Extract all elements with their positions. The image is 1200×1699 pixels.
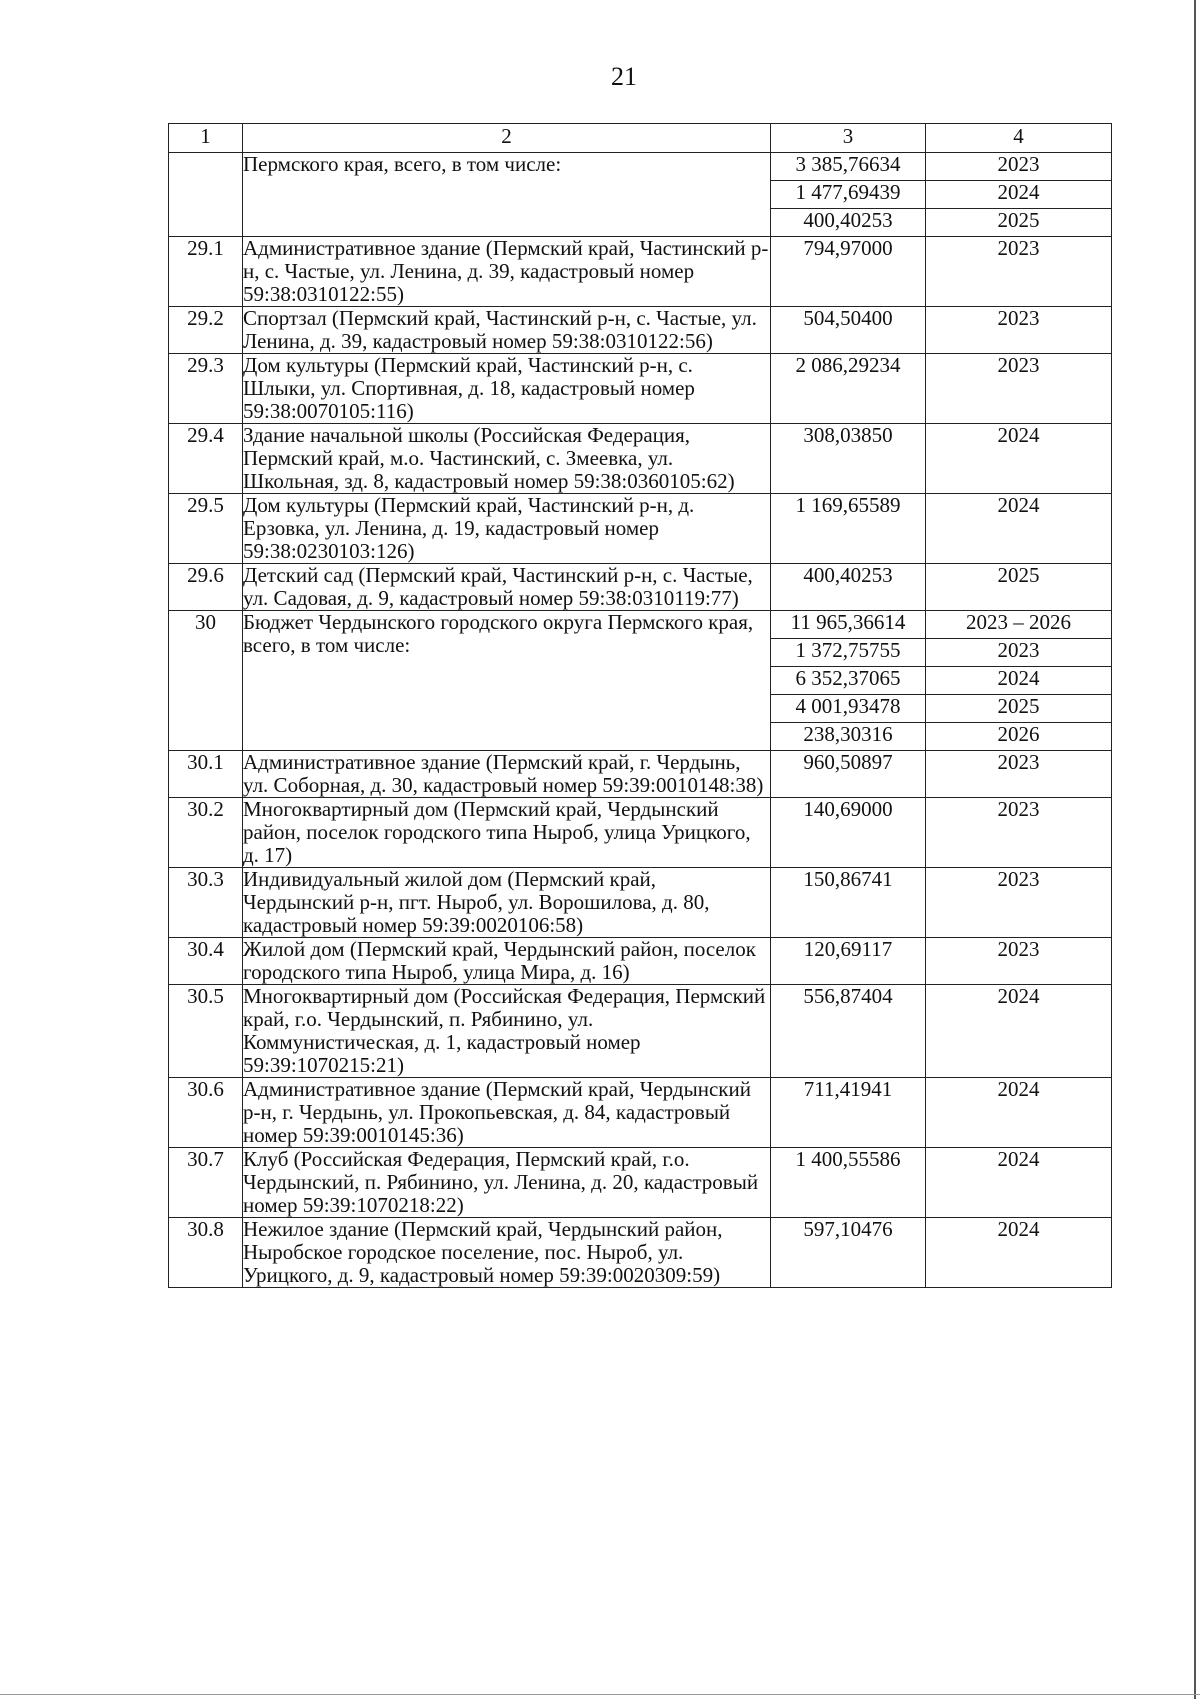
- row-description: Индивидуальный жилой дом (Пермский край, Чердынский р-н, пгт. Ныроб, ул. Ворошилова, д. 80, кадастровый номер 59:39:0020106:58): [243, 868, 771, 938]
- row-year: 2023 – 2026: [926, 611, 1112, 639]
- table-row: [169, 611, 1112, 639]
- row-year: 2023: [926, 938, 1112, 985]
- table-row: [169, 868, 1112, 938]
- row-year: 2023: [926, 798, 1112, 868]
- scan-edge: [1194, 0, 1196, 1699]
- table-row: [169, 354, 1112, 424]
- row-year: 2024: [926, 1078, 1112, 1148]
- row-number: 30.2: [169, 798, 243, 868]
- row-year: 2024: [926, 1148, 1112, 1218]
- row-description: Здание начальной школы (Российская Федерация, Пермский край, м.о. Частинский, с. Змеевка, ул. Школьная, зд. 8, кадастровый номер 59:38:0360105:62): [243, 424, 771, 494]
- row-number: 30.1: [169, 751, 243, 798]
- scan-edge: [0, 1694, 1200, 1695]
- row-number: 30.7: [169, 1148, 243, 1218]
- row-amount: 597,10476: [771, 1218, 926, 1288]
- table-row: [169, 938, 1112, 985]
- table-row: [169, 751, 1112, 798]
- column-header: 2: [243, 124, 771, 153]
- row-amount: 150,86741: [771, 868, 926, 938]
- row-description: Многоквартирный дом (Российская Федерация, Пермский край, г.о. Чердынский, п. Рябинино, ул. Коммунистическая, д. 1, кадастровый номер 59:39:1070215:21): [243, 985, 771, 1078]
- row-number: 30.3: [169, 868, 243, 938]
- row-description: Бюджет Чердынского городского округа Пермского края, всего, в том числе:: [243, 611, 771, 751]
- row-description: Жилой дом (Пермский край, Чердынский район, поселок городского типа Ныроб, улица Мира, д. 16): [243, 938, 771, 985]
- table-header-row: [169, 124, 1112, 153]
- row-year: 2024: [926, 494, 1112, 564]
- row-description: Дом культуры (Пермский край, Частинский р-н, д. Ерзовка, ул. Ленина, д. 19, кадастровый номер 59:38:0230103:126): [243, 494, 771, 564]
- row-amount: 1 372,75755: [771, 639, 926, 667]
- column-header: 3: [771, 124, 926, 153]
- row-year: 2026: [926, 723, 1112, 751]
- row-amount: 2 086,29234: [771, 354, 926, 424]
- row-year: 2024: [926, 1218, 1112, 1288]
- row-amount: 238,30316: [771, 723, 926, 751]
- row-number: 29.5: [169, 494, 243, 564]
- row-amount: 711,41941: [771, 1078, 926, 1148]
- row-amount: 504,50400: [771, 307, 926, 354]
- row-number: 30: [169, 611, 243, 751]
- row-year: 2023: [926, 354, 1112, 424]
- row-number: 30.5: [169, 985, 243, 1078]
- row-description: Дом культуры (Пермский край, Частинский р-н, с. Шлыки, ул. Спортивная, д. 18, кадастровый номер 59:38:0070105:116): [243, 354, 771, 424]
- row-number: 29.2: [169, 307, 243, 354]
- row-year: 2023: [926, 153, 1112, 181]
- row-amount: 1 477,69439: [771, 181, 926, 209]
- row-year: 2023: [926, 751, 1112, 798]
- row-description: Детский сад (Пермский край, Частинский р-н, с. Частые, ул. Садовая, д. 9, кадастровый номер 59:38:0310119:77): [243, 564, 771, 611]
- table-row: [169, 564, 1112, 611]
- row-year: 2024: [926, 181, 1112, 209]
- row-year: 2023: [926, 237, 1112, 307]
- row-description: Нежилое здание (Пермский край, Чердынский район, Ныробское городское поселение, пос. Ныроб, ул. Урицкого, д. 9, кадастровый номер 59:39:0020309:59): [243, 1218, 771, 1288]
- row-amount: 308,03850: [771, 424, 926, 494]
- row-amount: 400,40253: [771, 564, 926, 611]
- row-number: 30.6: [169, 1078, 243, 1148]
- row-amount: 1 400,55586: [771, 1148, 926, 1218]
- row-amount: 4 001,93478: [771, 695, 926, 723]
- row-number: [169, 153, 243, 237]
- table-row: [169, 1218, 1112, 1288]
- row-year: 2025: [926, 564, 1112, 611]
- table-row: [169, 798, 1112, 868]
- table-row: [169, 424, 1112, 494]
- row-amount: 120,69117: [771, 938, 926, 985]
- row-description: Административное здание (Пермский край, Чердынский р-н, г. Чердынь, ул. Прокопьевская, д. 84, кадастровый номер 59:39:0010145:36): [243, 1078, 771, 1148]
- page-number: 21: [611, 62, 637, 91]
- row-amount: 3 385,76634: [771, 153, 926, 181]
- table-row: [169, 237, 1112, 307]
- row-year: 2023: [926, 307, 1112, 354]
- row-description: Спортзал (Пермский край, Частинский р-н, с. Частые, ул. Ленина, д. 39, кадастровый номер 59:38:0310122:56): [243, 307, 771, 354]
- row-amount: 960,50897: [771, 751, 926, 798]
- row-year: 2025: [926, 209, 1112, 237]
- table-row: [169, 985, 1112, 1078]
- row-number: 30.8: [169, 1218, 243, 1288]
- row-description: Пермского края, всего, в том числе:: [243, 153, 771, 237]
- table-row: [169, 153, 1112, 181]
- row-number: 29.6: [169, 564, 243, 611]
- row-number: 29.4: [169, 424, 243, 494]
- row-year: 2024: [926, 985, 1112, 1078]
- row-number: 29.3: [169, 354, 243, 424]
- table-row: [169, 307, 1112, 354]
- row-year: 2024: [926, 424, 1112, 494]
- row-amount: 11 965,36614: [771, 611, 926, 639]
- row-amount: 140,69000: [771, 798, 926, 868]
- table-row: [169, 494, 1112, 564]
- row-number: 29.1: [169, 237, 243, 307]
- row-amount: 794,97000: [771, 237, 926, 307]
- row-number: 30.4: [169, 938, 243, 985]
- row-description: Многоквартирный дом (Пермский край, Чердынский район, поселок городского типа Ныроб, улица Урицкого, д. 17): [243, 798, 771, 868]
- table-row: [169, 1148, 1112, 1218]
- row-year: 2023: [926, 868, 1112, 938]
- row-amount: 556,87404: [771, 985, 926, 1078]
- row-year: 2023: [926, 639, 1112, 667]
- objects-table: [168, 123, 1112, 1288]
- row-amount: 1 169,65589: [771, 494, 926, 564]
- row-description: Административное здание (Пермский край, г. Чердынь, ул. Соборная, д. 30, кадастровый номер 59:39:0010148:38): [243, 751, 771, 798]
- table-row: [169, 1078, 1112, 1148]
- row-year: 2025: [926, 695, 1112, 723]
- row-description: Административное здание (Пермский край, Частинский р-н, с. Частые, ул. Ленина, д. 39, кадастровый номер 59:38:0310122:55): [243, 237, 771, 307]
- row-description: Клуб (Российская Федерация, Пермский край, г.о. Чердынский, п. Рябинино, ул. Ленина, д. 20, кадастровый номер 59:39:1070218:22): [243, 1148, 771, 1218]
- column-header: 1: [169, 124, 243, 153]
- row-amount: 6 352,37065: [771, 667, 926, 695]
- row-amount: 400,40253: [771, 209, 926, 237]
- row-year: 2024: [926, 667, 1112, 695]
- column-header: 4: [926, 124, 1112, 153]
